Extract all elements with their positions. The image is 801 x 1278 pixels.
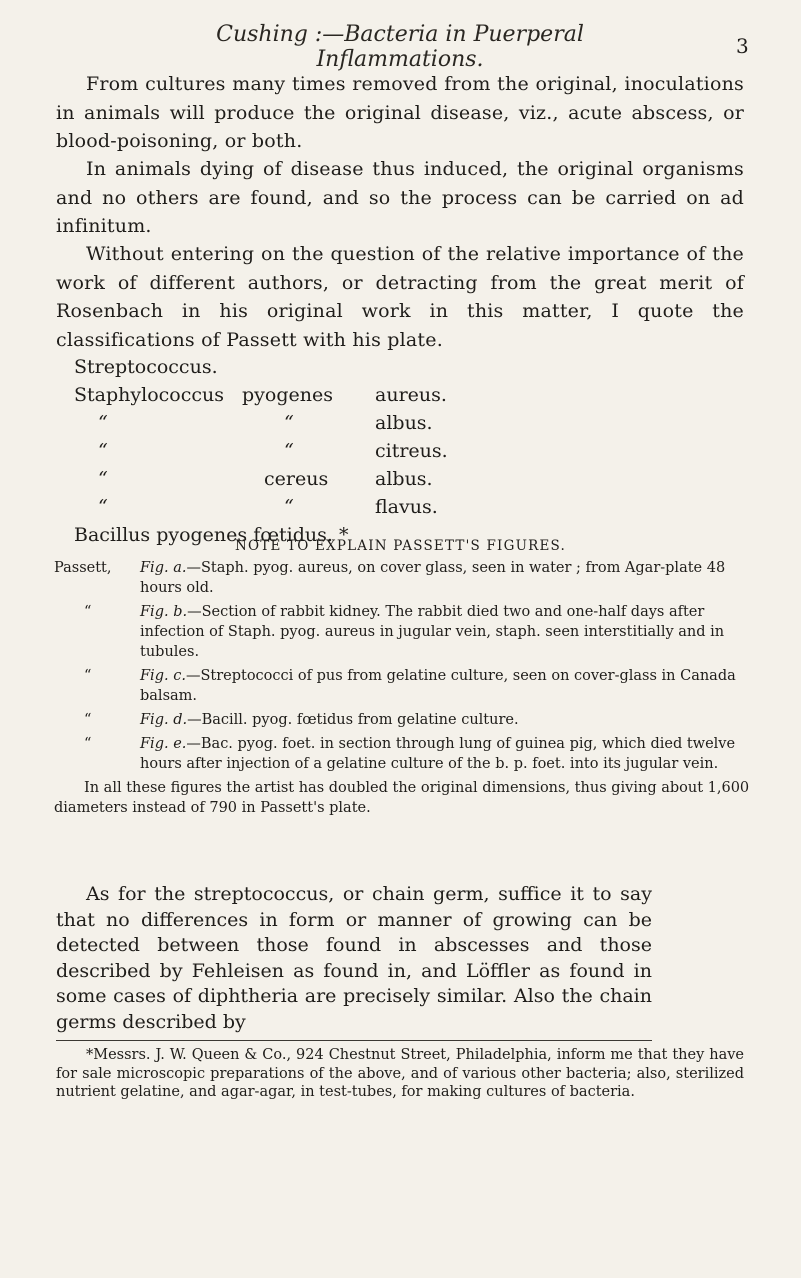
classification-variety: albus.: [375, 468, 433, 490]
ditto-mark: “: [98, 496, 108, 518]
figure-label: Fig. b.: [140, 604, 188, 620]
note-summary: In all these figures the artist has doubled the original dimensions, thus giving about 1,600 diameters instead of 790 in Passett's plate.: [54, 780, 750, 816]
note-list: [54, 558, 754, 818]
ditto-mark: “: [84, 712, 92, 728]
figure-description: —Section of rabbit kidney. The rabbit died two and one-half days after infection of Staph. pyog. aureus in jugular vein, staph. seen interstitially and in tubules.: [140, 604, 725, 660]
figure-description: —Staph. pyog. aureus, on cover glass, seen in water ; from Agar-plate 48 hours old.: [140, 560, 726, 596]
figure-description: —Bacill. pyog. fœtidus from gelatine culture.: [187, 712, 519, 728]
classification-variety: aureus.: [375, 384, 447, 406]
paragraph-chain-germ: As for the streptococcus, or chain germ, suffice it to say that no differences in form or manner of growing can be detected between those found in abscesses and those described by Fehleisen as found in, and Löffler as found in some cases of diphtheria are precisely similar. Also the chain germs described by: [56, 883, 652, 1033]
note-body: [140, 666, 754, 706]
footnote-divider: [56, 1040, 652, 1041]
classification-variety: albus.: [375, 412, 433, 434]
note-item: [54, 734, 754, 774]
figure-label: Fig. a.: [140, 560, 187, 576]
classification-species: cereus: [264, 468, 329, 490]
note-lead: Passett,: [54, 560, 112, 576]
ditto-mark: “: [84, 736, 92, 752]
ditto-mark: “: [284, 496, 294, 518]
note-body: [140, 558, 754, 598]
classification-species: pyogenes: [242, 384, 333, 406]
classification-genus: Streptococcus.: [74, 356, 218, 378]
classification-variety: flavus.: [375, 496, 438, 518]
note-item: [54, 666, 754, 706]
ditto-mark: “: [98, 412, 108, 434]
ditto-mark: “: [84, 604, 92, 620]
paragraph-classification-intro: Without entering on the question of the relative importance of the work of different authors, or detracting from the great merit of Rosenbach in his original work in this matter, I quote the classifications of Passett with his plate.: [56, 243, 744, 351]
page-number: 3: [736, 34, 749, 58]
ditto-mark: “: [98, 440, 108, 462]
figure-label: Fig. e.: [140, 736, 187, 752]
running-head: Cushing :—Bacteria in Puerperal Inflammations.: [216, 22, 584, 72]
figure-description: —Bac. pyog. foet. in section through lung of guinea pig, which died twelve hours after injection of a gelatine culture of the b. p. foet. into its jugular vein.: [140, 736, 736, 772]
classification-genus: Staphylococcus: [74, 384, 224, 406]
note-title: NOTE TO EXPLAIN PASSETT'S FIGURES.: [234, 538, 567, 554]
ditto-mark: “: [84, 668, 92, 684]
note-body: [140, 602, 754, 662]
paragraph-animals: In animals dying of disease thus induced, the original organisms and no others are found, and so the process can be carried on ad infinitum.: [56, 158, 744, 237]
figure-description: —Streptococci of pus from gelatine culture, seen on cover-glass in Canada balsam.: [140, 668, 736, 704]
figure-label: Fig. c.: [140, 668, 186, 684]
paragraph-cultures: From cultures many times removed from the original, inoculations in animals will produce the original disease, viz., acute abscess, or blood-poisoning, or both.: [56, 73, 744, 152]
note-body: [140, 710, 754, 730]
note-body: [140, 734, 754, 774]
classification-genus: Bacillus pyogenes fœtidus. *: [74, 524, 349, 546]
ditto-mark: “: [284, 412, 294, 434]
figure-label: Fig. d.: [140, 712, 188, 728]
note-item: [54, 558, 754, 598]
note-item: [54, 710, 754, 730]
note-item: [54, 602, 754, 662]
ditto-mark: “: [98, 468, 108, 490]
ditto-mark: “: [284, 440, 294, 462]
classification-variety: citreus.: [375, 440, 448, 462]
footnote: *Messrs. J. W. Queen & Co., 924 Chestnut Street, Philadelphia, inform me that they have for sale microscopic preparations of the above, and of various other bacteria; also, sterilized nutrient gelatine, and agar-agar, in test-tubes, for making cultures of bacteria.: [56, 1047, 744, 1100]
